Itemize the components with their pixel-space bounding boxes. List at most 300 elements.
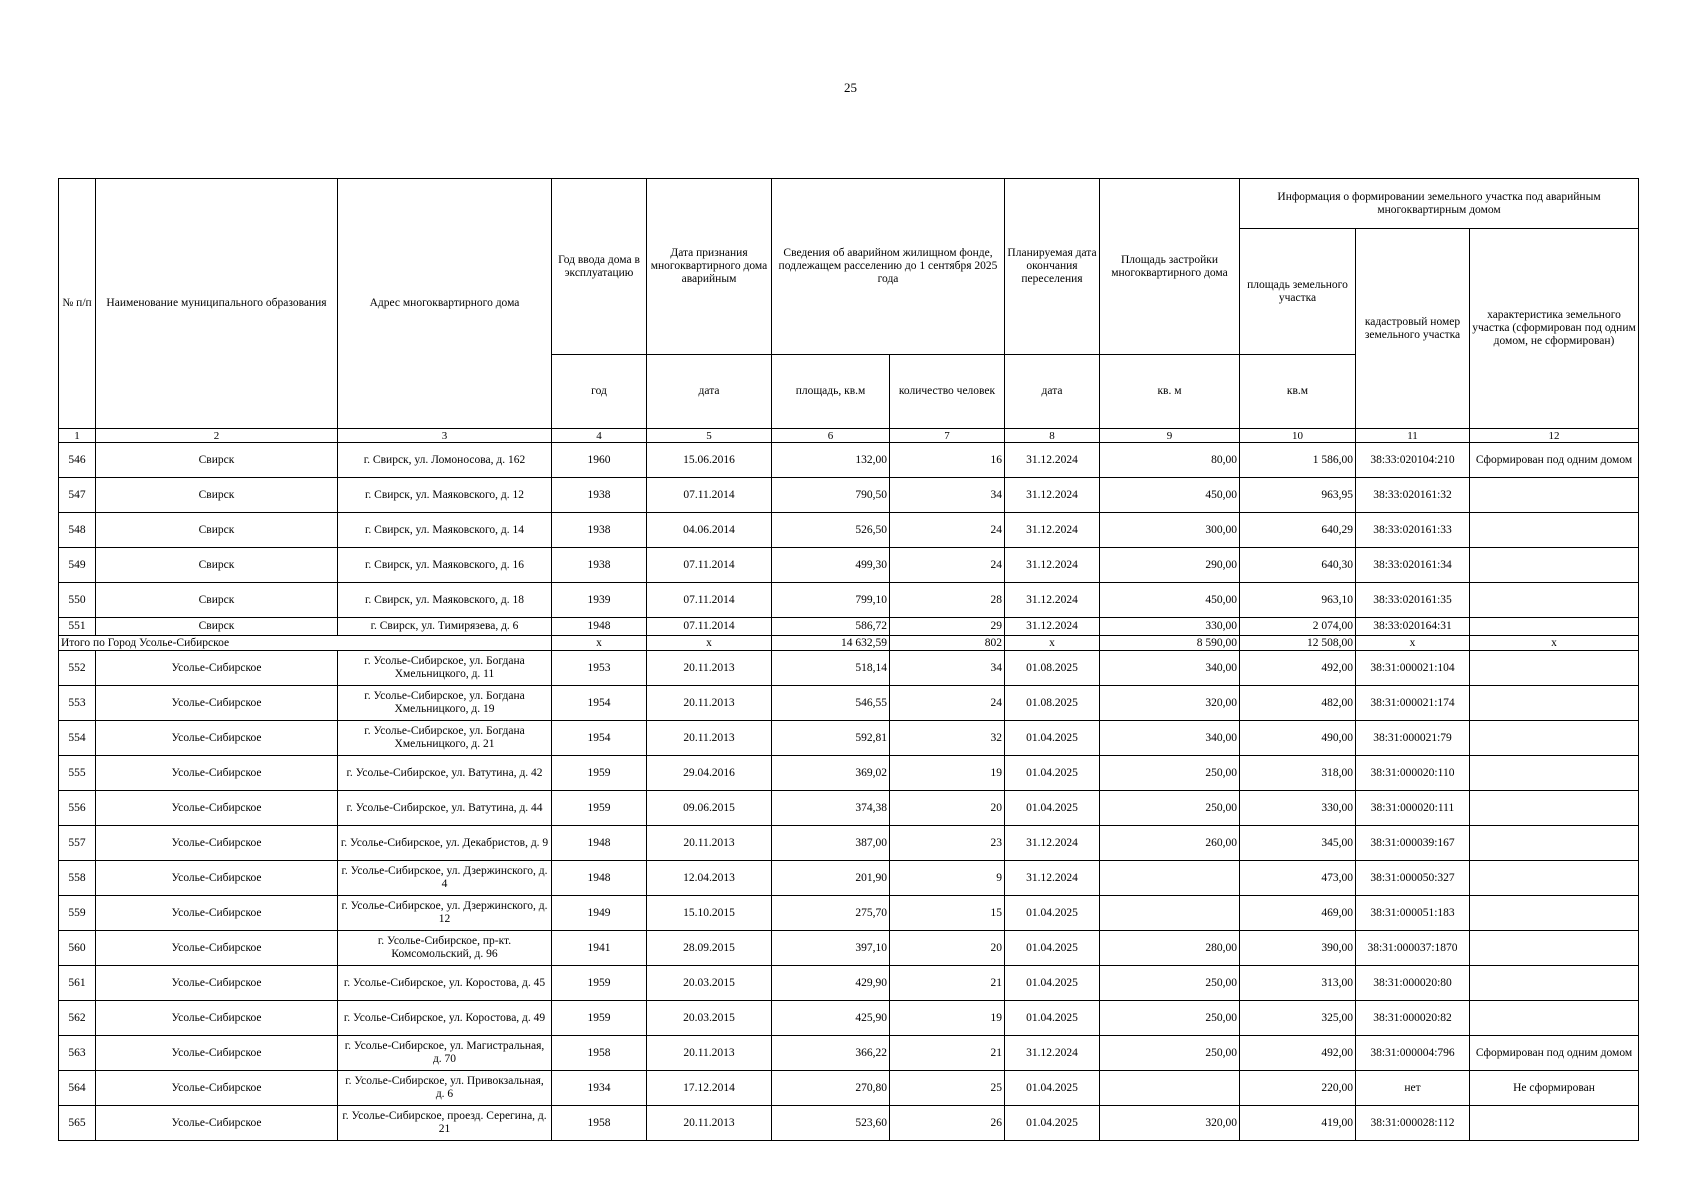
- cell-municipality: Усолье-Сибирское: [96, 756, 338, 791]
- cell-land-area: 2 074,00: [1240, 618, 1356, 636]
- cell-num: 558: [59, 861, 96, 896]
- cell-land-character: [1470, 478, 1639, 513]
- cell-year: 1938: [552, 478, 647, 513]
- cell-area: 132,00: [772, 443, 890, 478]
- table-row: [59, 686, 1639, 721]
- cell-people: 21: [890, 966, 1005, 1001]
- cell-people: 32: [890, 721, 1005, 756]
- cell-municipality: Свирск: [96, 618, 338, 636]
- column-number: 4: [552, 429, 647, 443]
- table-row: [59, 651, 1639, 686]
- cell-land-character: [1470, 791, 1639, 826]
- cell-building-area: 300,00: [1100, 513, 1240, 548]
- cell-cadastral: 38:33:020161:32: [1356, 478, 1470, 513]
- cell-planned-end: 31.12.2024: [1005, 826, 1100, 861]
- cell-num: 560: [59, 931, 96, 966]
- cell-year: 1959: [552, 1001, 647, 1036]
- cell-cadastral: 38:31:000050:327: [1356, 861, 1470, 896]
- cell-num: 552: [59, 651, 96, 686]
- cell-num: 561: [59, 966, 96, 1001]
- cell-land-character: [1470, 826, 1639, 861]
- header-building-area: Площадь застройки многоквартирного дома: [1100, 179, 1240, 355]
- cell-building-area: 320,00: [1100, 1106, 1240, 1141]
- emergency-housing-table-wrap: [58, 178, 1638, 1141]
- cell-address: г. Усолье-Сибирское, пр-кт. Комсомольский, д. 96: [338, 931, 552, 966]
- cell-year: 1954: [552, 686, 647, 721]
- subheader-year: год: [552, 355, 647, 429]
- column-number: 12: [1470, 429, 1639, 443]
- cell-land-character: [1470, 756, 1639, 791]
- header-land-info: Информация о формировании земельного участка под аварийным многоквартирным домом: [1240, 179, 1639, 229]
- table-row: [59, 721, 1639, 756]
- page-number: 25: [844, 80, 857, 95]
- cell-area: 586,72: [772, 618, 890, 636]
- cell-building-area: 250,00: [1100, 1036, 1240, 1071]
- cell-land-character: [1470, 583, 1639, 618]
- cell-num: 551: [59, 618, 96, 636]
- cell-recognition-date: 20.03.2015: [647, 1001, 772, 1036]
- cell-address: г. Усолье-Сибирское, ул. Богдана Хмельницкого, д. 19: [338, 686, 552, 721]
- column-number: 6: [772, 429, 890, 443]
- cell-people: 19: [890, 756, 1005, 791]
- cell-year: 1939: [552, 583, 647, 618]
- cell-building-area: 320,00: [1100, 686, 1240, 721]
- subheader-people: количество человек: [890, 355, 1005, 429]
- total-area: 14 632,59: [772, 636, 890, 651]
- cell-planned-end: 01.04.2025: [1005, 966, 1100, 1001]
- cell-area: 366,22: [772, 1036, 890, 1071]
- cell-planned-end: 01.04.2025: [1005, 1071, 1100, 1106]
- cell-area: 275,70: [772, 896, 890, 931]
- total-cadastral: x: [1356, 636, 1470, 651]
- emergency-housing-table: [58, 178, 1639, 1141]
- cell-address: г. Усолье-Сибирское, ул. Привокзальная, д. 6: [338, 1071, 552, 1106]
- column-number: 2: [96, 429, 338, 443]
- cell-planned-end: 01.08.2025: [1005, 651, 1100, 686]
- cell-cadastral: 38:31:000020:111: [1356, 791, 1470, 826]
- cell-people: 26: [890, 1106, 1005, 1141]
- cell-cadastral: 38:33:020161:33: [1356, 513, 1470, 548]
- cell-address: г. Усолье-Сибирское, ул. Декабристов, д. 9: [338, 826, 552, 861]
- table-row: [59, 791, 1639, 826]
- cell-area: 526,50: [772, 513, 890, 548]
- cell-people: 34: [890, 478, 1005, 513]
- cell-land-character: [1470, 1001, 1639, 1036]
- cell-land-area: 640,30: [1240, 548, 1356, 583]
- cell-land-area: 490,00: [1240, 721, 1356, 756]
- cell-building-area: 330,00: [1100, 618, 1240, 636]
- cell-address: г. Усолье-Сибирское, ул. Богдана Хмельницкого, д. 11: [338, 651, 552, 686]
- table-row: [59, 478, 1639, 513]
- cell-building-area: 260,00: [1100, 826, 1240, 861]
- cell-recognition-date: 07.11.2014: [647, 478, 772, 513]
- cell-people: 34: [890, 651, 1005, 686]
- cell-building-area: 280,00: [1100, 931, 1240, 966]
- header-address: Адрес многоквартирного дома: [338, 179, 552, 429]
- table-row: [59, 618, 1639, 636]
- cell-land-area: 325,00: [1240, 1001, 1356, 1036]
- cell-building-area: 450,00: [1100, 478, 1240, 513]
- cell-municipality: Усолье-Сибирское: [96, 686, 338, 721]
- cell-address: г. Усолье-Сибирское, ул. Ватутина, д. 44: [338, 791, 552, 826]
- cell-municipality: Усолье-Сибирское: [96, 791, 338, 826]
- subheader-building-sqm: кв. м: [1100, 355, 1240, 429]
- cell-area: 374,38: [772, 791, 890, 826]
- cell-recognition-date: 15.10.2015: [647, 896, 772, 931]
- cell-cadastral: 38:33:020164:31: [1356, 618, 1470, 636]
- cell-land-area: 640,29: [1240, 513, 1356, 548]
- cell-year: 1953: [552, 651, 647, 686]
- cell-recognition-date: 20.11.2013: [647, 1036, 772, 1071]
- header-land-area: площадь земельного участка: [1240, 229, 1356, 355]
- cell-recognition-date: 20.11.2013: [647, 721, 772, 756]
- cell-cadastral: 38:33:020104:210: [1356, 443, 1470, 478]
- cell-recognition-date: 28.09.2015: [647, 931, 772, 966]
- cell-recognition-date: 15.06.2016: [647, 443, 772, 478]
- column-numbers-row: [59, 429, 1639, 443]
- cell-municipality: Свирск: [96, 583, 338, 618]
- cell-people: 19: [890, 1001, 1005, 1036]
- table-row: [59, 896, 1639, 931]
- cell-municipality: Усолье-Сибирское: [96, 896, 338, 931]
- column-number: 8: [1005, 429, 1100, 443]
- cell-planned-end: 31.12.2024: [1005, 861, 1100, 896]
- cell-cadastral: 38:33:020161:35: [1356, 583, 1470, 618]
- cell-people: 15: [890, 896, 1005, 931]
- table-row: [59, 966, 1639, 1001]
- cell-municipality: Усолье-Сибирское: [96, 721, 338, 756]
- cell-land-character: [1470, 1106, 1639, 1141]
- header-year: Год ввода дома в эксплуатацию: [552, 179, 647, 355]
- column-number: 1: [59, 429, 96, 443]
- table-row: [59, 826, 1639, 861]
- cell-planned-end: 31.12.2024: [1005, 1036, 1100, 1071]
- cell-municipality: Усолье-Сибирское: [96, 1036, 338, 1071]
- cell-recognition-date: 20.03.2015: [647, 966, 772, 1001]
- cell-planned-end: 31.12.2024: [1005, 443, 1100, 478]
- cell-building-area: [1100, 1071, 1240, 1106]
- cell-people: 21: [890, 1036, 1005, 1071]
- cell-address: г. Усолье-Сибирское, ул. Дзержинского, д. 12: [338, 896, 552, 931]
- cell-cadastral: 38:33:020161:34: [1356, 548, 1470, 583]
- cell-people: 23: [890, 826, 1005, 861]
- cell-year: 1948: [552, 826, 647, 861]
- column-number: 3: [338, 429, 552, 443]
- cell-address: г. Свирск, ул. Маяковского, д. 16: [338, 548, 552, 583]
- table-row: [59, 861, 1639, 896]
- cell-num: 564: [59, 1071, 96, 1106]
- cell-municipality: Свирск: [96, 548, 338, 583]
- header-municipality: Наименование муниципального образования: [96, 179, 338, 429]
- cell-land-area: 330,00: [1240, 791, 1356, 826]
- subheader-date: дата: [647, 355, 772, 429]
- cell-recognition-date: 12.04.2013: [647, 861, 772, 896]
- cell-num: 559: [59, 896, 96, 931]
- cell-cadastral: 38:31:000028:112: [1356, 1106, 1470, 1141]
- cell-year: 1959: [552, 791, 647, 826]
- cell-area: 546,55: [772, 686, 890, 721]
- header-recognition-date: Дата признания многоквартирного дома аварийным: [647, 179, 772, 355]
- cell-municipality: Свирск: [96, 478, 338, 513]
- total-row: [59, 636, 1639, 651]
- cell-land-area: 1 586,00: [1240, 443, 1356, 478]
- cell-planned-end: 01.08.2025: [1005, 686, 1100, 721]
- cell-building-area: [1100, 861, 1240, 896]
- cell-people: 20: [890, 931, 1005, 966]
- cell-planned-end: 31.12.2024: [1005, 478, 1100, 513]
- cell-area: 518,14: [772, 651, 890, 686]
- cell-area: 369,02: [772, 756, 890, 791]
- cell-address: г. Усолье-Сибирское, ул. Богдана Хмельницкого, д. 21: [338, 721, 552, 756]
- cell-address: г. Усолье-Сибирское, ул. Ватутина, д. 42: [338, 756, 552, 791]
- cell-num: 554: [59, 721, 96, 756]
- cell-cadastral: 38:31:000051:183: [1356, 896, 1470, 931]
- cell-year: 1958: [552, 1036, 647, 1071]
- cell-land-character: [1470, 686, 1639, 721]
- subheader-end-date: дата: [1005, 355, 1100, 429]
- cell-recognition-date: 17.12.2014: [647, 1071, 772, 1106]
- cell-municipality: Усолье-Сибирское: [96, 861, 338, 896]
- cell-num: 553: [59, 686, 96, 721]
- total-people: 802: [890, 636, 1005, 651]
- cell-cadastral: 38:31:000020:82: [1356, 1001, 1470, 1036]
- cell-recognition-date: 29.04.2016: [647, 756, 772, 791]
- cell-address: г. Усолье-Сибирское, ул. Коростова, д. 45: [338, 966, 552, 1001]
- cell-land-character: [1470, 618, 1639, 636]
- cell-cadastral: 38:31:000020:110: [1356, 756, 1470, 791]
- cell-planned-end: 01.04.2025: [1005, 931, 1100, 966]
- cell-cadastral: 38:31:000021:174: [1356, 686, 1470, 721]
- cell-land-character: [1470, 966, 1639, 1001]
- cell-address: г. Усолье-Сибирское, ул. Коростова, д. 49: [338, 1001, 552, 1036]
- cell-cadastral: 38:31:000004:796: [1356, 1036, 1470, 1071]
- cell-area: 397,10: [772, 931, 890, 966]
- total-label: Итого по Город Усолье-Сибирское: [59, 636, 552, 651]
- total-recognition-date: x: [647, 636, 772, 651]
- cell-year: 1938: [552, 513, 647, 548]
- cell-num: 548: [59, 513, 96, 548]
- total-planned-end: x: [1005, 636, 1100, 651]
- cell-land-area: 313,00: [1240, 966, 1356, 1001]
- cell-address: г. Свирск, ул. Маяковского, д. 18: [338, 583, 552, 618]
- cell-land-area: 473,00: [1240, 861, 1356, 896]
- cell-address: г. Усолье-Сибирское, ул. Магистральная, д. 70: [338, 1036, 552, 1071]
- total-year: x: [552, 636, 647, 651]
- cell-land-area: 492,00: [1240, 1036, 1356, 1071]
- table-header: [59, 179, 1639, 443]
- cell-cadastral: 38:31:000021:79: [1356, 721, 1470, 756]
- cell-land-area: 419,00: [1240, 1106, 1356, 1141]
- cell-address: г. Свирск, ул. Маяковского, д. 14: [338, 513, 552, 548]
- cell-land-character: [1470, 861, 1639, 896]
- cell-recognition-date: 07.11.2014: [647, 548, 772, 583]
- cell-people: 25: [890, 1071, 1005, 1106]
- cell-area: 429,90: [772, 966, 890, 1001]
- cell-cadastral: нет: [1356, 1071, 1470, 1106]
- cell-planned-end: 31.12.2024: [1005, 618, 1100, 636]
- cell-land-area: 963,95: [1240, 478, 1356, 513]
- cell-people: 28: [890, 583, 1005, 618]
- cell-num: 549: [59, 548, 96, 583]
- column-number: 5: [647, 429, 772, 443]
- cell-year: 1938: [552, 548, 647, 583]
- cell-building-area: 340,00: [1100, 651, 1240, 686]
- cell-num: 546: [59, 443, 96, 478]
- cell-land-area: 390,00: [1240, 931, 1356, 966]
- cell-address: г. Усолье-Сибирское, ул. Дзержинского, д. 4: [338, 861, 552, 896]
- cell-recognition-date: 20.11.2013: [647, 651, 772, 686]
- table-body: [59, 443, 1639, 1141]
- cell-land-character: [1470, 721, 1639, 756]
- cell-recognition-date: 20.11.2013: [647, 686, 772, 721]
- cell-year: 1960: [552, 443, 647, 478]
- table-row: [59, 931, 1639, 966]
- cell-area: 425,90: [772, 1001, 890, 1036]
- cell-num: 563: [59, 1036, 96, 1071]
- cell-recognition-date: 07.11.2014: [647, 583, 772, 618]
- cell-building-area: 250,00: [1100, 756, 1240, 791]
- header-planned-end: Планируемая дата окончания переселения: [1005, 179, 1100, 355]
- cell-recognition-date: 20.11.2013: [647, 826, 772, 861]
- cell-people: 24: [890, 686, 1005, 721]
- cell-cadastral: 38:31:000037:1870: [1356, 931, 1470, 966]
- cell-area: 201,90: [772, 861, 890, 896]
- table-row: [59, 1001, 1639, 1036]
- cell-building-area: 450,00: [1100, 583, 1240, 618]
- cell-address: г. Свирск, ул. Тимирязева, д. 6: [338, 618, 552, 636]
- subheader-area: площадь, кв.м: [772, 355, 890, 429]
- column-number: 7: [890, 429, 1005, 443]
- cell-building-area: 250,00: [1100, 1001, 1240, 1036]
- header-num: № п/п: [59, 179, 96, 429]
- subheader-land-sqm: кв.м: [1240, 355, 1356, 429]
- cell-municipality: Усолье-Сибирское: [96, 931, 338, 966]
- cell-address: г. Усолье-Сибирское, проезд. Серегина, д. 21: [338, 1106, 552, 1141]
- column-number: 9: [1100, 429, 1240, 443]
- cell-building-area: 290,00: [1100, 548, 1240, 583]
- cell-year: 1948: [552, 618, 647, 636]
- cell-cadastral: 38:31:000021:104: [1356, 651, 1470, 686]
- cell-num: 547: [59, 478, 96, 513]
- cell-recognition-date: 20.11.2013: [647, 1106, 772, 1141]
- cell-area: 592,81: [772, 721, 890, 756]
- cell-year: 1959: [552, 756, 647, 791]
- cell-year: 1949: [552, 896, 647, 931]
- table-row: [59, 1106, 1639, 1141]
- cell-planned-end: 01.04.2025: [1005, 1001, 1100, 1036]
- cell-planned-end: 01.04.2025: [1005, 791, 1100, 826]
- cell-municipality: Свирск: [96, 513, 338, 548]
- cell-area: 799,10: [772, 583, 890, 618]
- cell-address: г. Свирск, ул. Ломоносова, д. 162: [338, 443, 552, 478]
- header-housing-info: Сведения об аварийном жилищном фонде, подлежащем расселению до 1 сентября 2025 года: [772, 179, 1005, 355]
- cell-recognition-date: 04.06.2014: [647, 513, 772, 548]
- cell-building-area: [1100, 896, 1240, 931]
- cell-area: 499,30: [772, 548, 890, 583]
- cell-people: 29: [890, 618, 1005, 636]
- cell-land-area: 482,00: [1240, 686, 1356, 721]
- total-building-area: 8 590,00: [1100, 636, 1240, 651]
- cell-people: 9: [890, 861, 1005, 896]
- cell-land-area: 220,00: [1240, 1071, 1356, 1106]
- header-cadastral: кадастровый номер земельного участка: [1356, 229, 1470, 429]
- cell-land-area: 318,00: [1240, 756, 1356, 791]
- cell-municipality: Усолье-Сибирское: [96, 966, 338, 1001]
- cell-people: 20: [890, 791, 1005, 826]
- cell-building-area: 80,00: [1100, 443, 1240, 478]
- cell-municipality: Свирск: [96, 443, 338, 478]
- cell-land-character: Не сформирован: [1470, 1071, 1639, 1106]
- table-row: [59, 1036, 1639, 1071]
- cell-num: 565: [59, 1106, 96, 1141]
- cell-recognition-date: 09.06.2015: [647, 791, 772, 826]
- cell-land-character: [1470, 931, 1639, 966]
- cell-land-area: 345,00: [1240, 826, 1356, 861]
- cell-building-area: 250,00: [1100, 966, 1240, 1001]
- cell-land-area: 963,10: [1240, 583, 1356, 618]
- cell-planned-end: 31.12.2024: [1005, 513, 1100, 548]
- table-row: [59, 548, 1639, 583]
- cell-area: 790,50: [772, 478, 890, 513]
- cell-num: 556: [59, 791, 96, 826]
- cell-year: 1941: [552, 931, 647, 966]
- cell-num: 555: [59, 756, 96, 791]
- cell-municipality: Усолье-Сибирское: [96, 651, 338, 686]
- cell-building-area: 250,00: [1100, 791, 1240, 826]
- cell-cadastral: 38:31:000020:80: [1356, 966, 1470, 1001]
- cell-area: 523,60: [772, 1106, 890, 1141]
- cell-address: г. Свирск, ул. Маяковского, д. 12: [338, 478, 552, 513]
- cell-municipality: Усолье-Сибирское: [96, 1106, 338, 1141]
- total-land-character: x: [1470, 636, 1639, 651]
- cell-planned-end: 01.04.2025: [1005, 756, 1100, 791]
- cell-num: 557: [59, 826, 96, 861]
- cell-land-area: 492,00: [1240, 651, 1356, 686]
- cell-land-character: [1470, 896, 1639, 931]
- cell-planned-end: 01.04.2025: [1005, 721, 1100, 756]
- cell-year: 1934: [552, 1071, 647, 1106]
- cell-land-character: Сформирован под одним домом: [1470, 443, 1639, 478]
- column-number: 10: [1240, 429, 1356, 443]
- cell-people: 24: [890, 548, 1005, 583]
- table-row: [59, 513, 1639, 548]
- cell-municipality: Усолье-Сибирское: [96, 826, 338, 861]
- cell-planned-end: 01.04.2025: [1005, 896, 1100, 931]
- cell-people: 24: [890, 513, 1005, 548]
- column-number: 11: [1356, 429, 1470, 443]
- cell-year: 1948: [552, 861, 647, 896]
- cell-land-area: 469,00: [1240, 896, 1356, 931]
- cell-planned-end: 31.12.2024: [1005, 583, 1100, 618]
- cell-planned-end: 31.12.2024: [1005, 548, 1100, 583]
- total-land-area: 12 508,00: [1240, 636, 1356, 651]
- table-row: [59, 583, 1639, 618]
- cell-people: 16: [890, 443, 1005, 478]
- table-row: [59, 443, 1639, 478]
- table-row: [59, 756, 1639, 791]
- cell-area: 387,00: [772, 826, 890, 861]
- cell-land-character: [1470, 548, 1639, 583]
- cell-land-character: Сформирован под одним домом: [1470, 1036, 1639, 1071]
- cell-year: 1954: [552, 721, 647, 756]
- header-land-character: характеристика земельного участка (сформирован под одним домом, не сформирован): [1470, 229, 1639, 429]
- cell-municipality: Усолье-Сибирское: [96, 1071, 338, 1106]
- cell-recognition-date: 07.11.2014: [647, 618, 772, 636]
- cell-municipality: Усолье-Сибирское: [96, 1001, 338, 1036]
- cell-num: 550: [59, 583, 96, 618]
- table-row: [59, 1071, 1639, 1106]
- cell-area: 270,80: [772, 1071, 890, 1106]
